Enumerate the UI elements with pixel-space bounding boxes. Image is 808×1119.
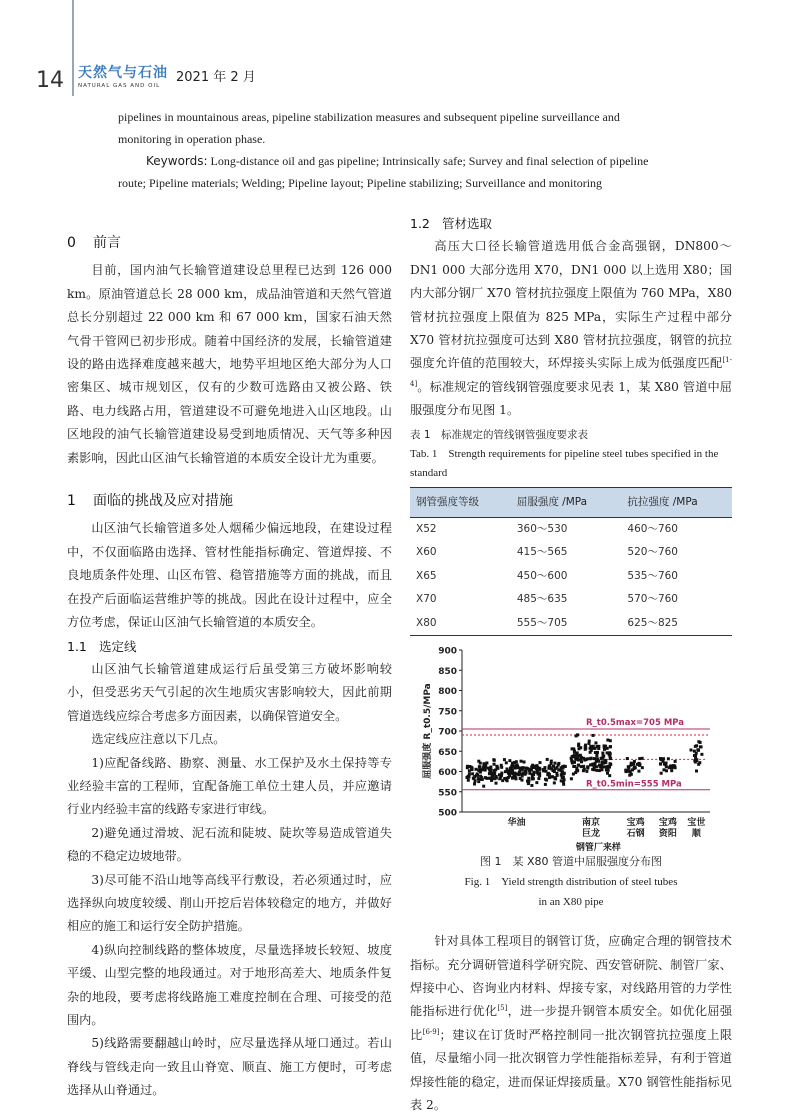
data-point — [596, 751, 599, 754]
table-header-cell: 钢管强度等级 — [410, 487, 511, 517]
data-point — [585, 758, 588, 761]
data-point — [504, 770, 507, 773]
paragraph — [410, 930, 732, 1117]
figure-caption-en-cont: in an X80 pipe — [538, 896, 604, 909]
data-point — [582, 765, 585, 768]
data-point — [576, 769, 579, 772]
data-point — [542, 768, 545, 771]
data-point — [507, 771, 510, 774]
data-point — [553, 762, 556, 765]
data-point — [550, 760, 553, 763]
y-tick-label: 700 — [438, 727, 457, 738]
table-cell: X52 — [416, 523, 437, 536]
data-point — [561, 767, 564, 770]
section-heading-1 — [67, 490, 392, 513]
table-cell: X80 — [410, 612, 511, 636]
data-point — [535, 764, 538, 767]
data-point — [508, 775, 511, 778]
data-point — [629, 770, 632, 773]
y-tick-label: 900 — [438, 646, 457, 657]
lower-limit-label: R_t0.5min=555 MPa — [586, 779, 682, 790]
data-point — [695, 752, 698, 755]
table-header-cell: 屈服强度 /MPa — [511, 487, 622, 517]
table-cell: 625～825 — [621, 612, 732, 636]
table-cell: 485～635 — [516, 593, 568, 606]
data-point — [538, 768, 541, 771]
data-point — [604, 745, 607, 748]
left-column — [67, 226, 392, 1103]
data-point — [482, 785, 485, 788]
data-point — [630, 762, 633, 765]
table-row — [410, 612, 732, 636]
data-point — [513, 761, 516, 764]
data-point — [523, 767, 526, 770]
data-point — [505, 761, 508, 764]
table-header-cell: 抗拉强度 /MPa — [621, 487, 732, 517]
list-item: 3)尽可能不沿山地等高线平行敷设，若必须通过时，应选择纵向坡度较缓、削山开挖后岩体较稳定的地方，并做好相应的施工和运行安全防护措施。 — [67, 872, 392, 934]
data-point — [624, 769, 627, 772]
data-point — [553, 782, 556, 785]
data-point — [594, 742, 597, 745]
figure-caption-cn: 图 1 某 X80 管道中屈服强度分布图 — [479, 855, 663, 869]
section-number: 0 — [67, 235, 76, 251]
data-point — [694, 761, 697, 764]
data-point — [695, 770, 698, 773]
data-point — [592, 734, 595, 737]
data-point — [571, 760, 574, 763]
data-point — [467, 779, 470, 782]
data-point — [577, 764, 580, 767]
x-category-label: 宝世 — [687, 818, 706, 829]
data-point — [627, 765, 630, 768]
data-point — [608, 752, 611, 755]
data-point — [573, 751, 576, 754]
keywords-text: Long-distance oil and gas pipeline; Intrinsically safe; Survey and final selection of pipeline — [210, 154, 649, 168]
table-cell: 460～760 — [627, 523, 678, 536]
subsection-number: 1.1 — [67, 638, 87, 654]
x-axis-label: 钢管厂来样 — [575, 843, 621, 853]
data-point — [527, 777, 530, 780]
data-point — [488, 770, 491, 773]
data-point — [699, 741, 702, 744]
y-tick-label: 750 — [438, 707, 457, 718]
data-point — [522, 772, 525, 775]
data-point — [601, 752, 604, 755]
paragraph: 山区油气长输管道建成运行后虽受第三方破坏影响较小，但受恶劣天气引起的次生地质灾害影响较大，因此前期管道选线应综合考虑多方面因素，以确保管道安全。 — [67, 661, 392, 723]
table-row — [410, 565, 732, 588]
data-point — [482, 762, 485, 765]
data-point — [493, 759, 496, 762]
data-point — [479, 775, 482, 778]
data-point — [586, 767, 589, 770]
text-run: ，进一步提升钢管本质安全。如优化屈强比 — [410, 1004, 733, 1042]
journal-name-en: NATURAL GAS AND OIL — [78, 83, 161, 89]
subsection-title: 管材选取 — [442, 216, 493, 231]
data-point — [547, 772, 550, 775]
data-point — [600, 768, 603, 771]
data-point — [570, 777, 573, 780]
data-point — [694, 757, 697, 760]
citation: [5] — [497, 1004, 508, 1013]
x-category-label: 顺 — [691, 829, 701, 840]
data-point — [593, 747, 596, 750]
x-category-label: 巨龙 — [581, 829, 600, 840]
table-cell: 555～705 — [511, 612, 622, 636]
paragraph: 目前，国内油气长输管道建设总里程已达到 126 000 km。原油管道总长 28 000 km，成品油管道和天然气管道总长分别超过 22 000 km 和 67 000 km，国家石油天然气骨干管网已初步形成。随着中国经济的发展，长输管道建设的路由选择难度越来越大，地势平坦地区绝大部分为人口密集区、城市规划区，仅有的少数可选路由又被公路、铁路、电力线路占用，管道建设不可避免地进入山区地段。山区地段的油气长输管道建设易受到地质情况、天气等多种因素影响，因此山区油气长输管道的本质安全设计尤为重要。 — [67, 263, 392, 465]
list-item: 4)纵向控制线路的整体坡度，尽量选择坡长较短、坡度平缓、山型完整的地段通过。对于地形高差大、地质条件复杂的地段，要考虑将线路施工难度控制在合理、可接受的范围内。 — [67, 942, 392, 1027]
data-point — [506, 768, 509, 771]
data-point — [697, 763, 700, 766]
data-point — [590, 757, 593, 760]
keywords — [118, 150, 698, 172]
figure-caption — [410, 852, 732, 912]
data-point — [490, 777, 493, 780]
text-run: 针对具体工程项目的钢管订货，应确定合理的钢管技术指标。充分调研管道科学研究院、西安管研院、制管厂家、焊接中心、咨询业内材料、焊接专家，对线路用管的力学性能指标进行优化 — [410, 934, 732, 1019]
data-point — [606, 772, 609, 775]
data-point — [539, 761, 542, 764]
data-point — [570, 757, 573, 760]
table-row — [410, 588, 732, 611]
data-point — [606, 739, 609, 742]
data-point — [481, 778, 484, 781]
data-point — [574, 756, 577, 759]
paragraph: 山区油气长输管道多处人烟稀少偏远地段，在建设过程中，不仅面临路由选择、管材性能指标确定、管道焊接、不良地质条件处理、山区布管、稳管措施等方面的挑战，而且在投产后面临运营维护等的挑战。因此在设计过程中，应全方位考虑，保证山区油气长输管道的本质安全。 — [67, 521, 392, 630]
data-point — [638, 764, 641, 767]
data-point — [538, 774, 541, 777]
data-point — [609, 745, 612, 748]
data-point — [601, 761, 604, 764]
data-point — [606, 765, 609, 768]
x-category-label: 宝鸡 — [658, 818, 677, 829]
x-category-label: 宝鸡 — [626, 818, 645, 829]
text-run: 高压大口径长输管道选用低合金高强钢，DN800～DN1 000 大部分选用 X70，DN1 000 以上选用 X80；国内大部分钢厂 X70 管材抗拉强度上限值为 760 MPa，X80 管材抗拉强度上限值为 825 MPa，实际生产过程中部分 X70 管材抗拉强度可达到 X80 管材抗拉强度，钢管的抗拉强度允许值的范围较大，环焊接头实际上成为低强度匹配 — [410, 239, 732, 371]
data-point — [665, 762, 668, 765]
abstract-line: pipelines in mountainous areas, pipeline stabilization measures and subsequent pipeline surveillance and — [118, 110, 620, 124]
x-category-label: 南京 — [581, 818, 600, 829]
data-point — [467, 775, 470, 778]
data-point — [584, 747, 587, 750]
keywords-label: Keywords: — [146, 154, 208, 168]
y-tick-label: 850 — [438, 666, 457, 677]
abstract-line: monitoring in operation phase. — [118, 132, 266, 146]
data-point — [484, 766, 487, 769]
table-cell: 415～565 — [516, 546, 568, 559]
x-category-label: 石钢 — [626, 829, 645, 840]
data-point — [562, 780, 565, 783]
section-title: 面临的挑战及应对措施 — [93, 493, 233, 510]
data-point — [584, 744, 587, 747]
journal-logo — [78, 62, 168, 89]
subsection-number: 1.2 — [410, 216, 430, 231]
data-point — [513, 775, 516, 778]
data-point — [535, 781, 538, 784]
right-column — [410, 212, 732, 1117]
data-point — [537, 777, 540, 780]
data-point — [577, 759, 580, 762]
data-point — [516, 766, 519, 769]
data-point — [530, 784, 533, 787]
data-point — [492, 772, 495, 775]
data-point — [473, 777, 476, 780]
table-cell: 520～760 — [627, 546, 678, 559]
data-point — [595, 765, 598, 768]
data-point — [550, 776, 553, 779]
citation: [1-4] — [410, 356, 732, 388]
x-category-label: 华油 — [507, 818, 526, 829]
data-point — [605, 769, 608, 772]
chart-svg — [410, 644, 732, 852]
data-point — [530, 768, 533, 771]
data-point — [492, 769, 495, 772]
subsection-heading-1-1 — [67, 635, 392, 658]
data-point — [513, 765, 516, 768]
data-point — [592, 764, 595, 767]
issue-date: 2021 年 2 月 — [176, 70, 256, 85]
data-point — [695, 744, 698, 747]
data-point — [590, 749, 593, 752]
data-point — [587, 742, 590, 745]
abstract-block — [118, 106, 698, 194]
data-point — [670, 769, 673, 772]
table-cell: 450～600 — [516, 569, 568, 582]
data-point — [475, 774, 478, 777]
paragraph — [410, 235, 732, 422]
data-point — [609, 757, 612, 760]
section-title: 前言 — [93, 235, 121, 251]
data-point — [523, 761, 526, 764]
data-point — [556, 774, 559, 777]
data-point — [500, 766, 503, 769]
data-point — [609, 763, 612, 766]
y-tick-label: 600 — [438, 768, 457, 779]
data-point — [489, 767, 492, 770]
table-cell: 570～760 — [627, 593, 678, 606]
data-point — [495, 765, 498, 768]
data-point — [535, 767, 538, 770]
data-point — [473, 783, 476, 786]
y-axis-label: 屈服强度 R_t0.5/MPa — [423, 683, 433, 779]
data-point — [602, 755, 605, 758]
table-cell: X70 — [416, 593, 437, 606]
data-point — [470, 766, 473, 769]
data-point — [495, 782, 498, 785]
data-point — [501, 779, 504, 782]
data-point — [660, 772, 663, 775]
y-tick-label: 550 — [438, 788, 457, 799]
data-point — [577, 747, 580, 750]
data-point — [527, 782, 530, 785]
text-run: 。标准规定的管线钢管强度要求见表 1，某 X80 管道中屈服强度分布见图 1。 — [410, 379, 732, 418]
data-point — [531, 777, 534, 780]
strength-table — [410, 487, 732, 636]
citation: [6-9] — [422, 1027, 440, 1036]
data-point — [466, 765, 469, 768]
data-point — [585, 770, 588, 773]
data-point — [573, 765, 576, 768]
data-point — [477, 780, 480, 783]
data-point — [474, 768, 477, 771]
data-point — [595, 757, 598, 760]
data-point — [665, 769, 668, 772]
table-cell: 535～760 — [627, 569, 678, 582]
data-point — [674, 760, 677, 763]
data-point — [667, 757, 670, 760]
table-caption-en: Tab. 1 Strength requirements for pipeline steel tubes specified in the standard — [410, 447, 719, 479]
table-caption-cn: 表 1 标准规定的管线钢管强度要求表 — [410, 428, 589, 441]
data-point — [689, 749, 692, 752]
data-point — [495, 777, 498, 780]
data-point — [471, 772, 474, 775]
data-point — [603, 748, 606, 751]
data-point — [699, 745, 702, 748]
table-cell: X65 — [416, 569, 437, 582]
y-tick-label: 500 — [438, 808, 457, 819]
table-cell: 360～530 — [516, 523, 568, 536]
data-point — [468, 769, 471, 772]
data-point — [578, 755, 581, 758]
yield-strength-chart — [410, 644, 732, 852]
data-point — [485, 762, 488, 765]
data-point — [563, 772, 566, 775]
data-point — [668, 766, 671, 769]
list-item: 2)避免通过滑坡、泥石流和陡坡、陡坎等易造成管道失稳的不稳定边坡地带。 — [67, 825, 392, 864]
header-divider — [72, 0, 74, 96]
data-point — [546, 758, 549, 761]
data-point — [597, 745, 600, 748]
data-point — [637, 770, 640, 773]
data-point — [508, 759, 511, 762]
data-point — [628, 774, 631, 777]
data-point — [556, 766, 559, 769]
data-point — [659, 763, 662, 766]
data-point — [560, 774, 563, 777]
data-point — [595, 769, 598, 772]
data-point — [479, 766, 482, 769]
data-point — [493, 763, 496, 766]
journal-name-cn: 天然气与石油 — [78, 65, 168, 81]
table-cell: X60 — [416, 546, 437, 559]
data-point — [641, 766, 644, 769]
y-tick-label: 650 — [438, 747, 457, 758]
subsection-heading-1-2 — [410, 212, 732, 235]
data-point — [576, 733, 579, 736]
upper-limit-label: R_t0.5max=705 MPa — [586, 718, 685, 729]
table-row — [410, 518, 732, 542]
data-point — [595, 754, 598, 757]
data-point — [538, 772, 541, 775]
data-point — [661, 760, 664, 763]
figure-caption-en: Fig. 1 Yield strength distribution of steel tubes — [464, 876, 678, 889]
section-heading-0 — [67, 232, 392, 255]
page-number: 14 — [36, 68, 64, 93]
x-category-label: 资阳 — [658, 829, 677, 840]
subsection-title: 选定线 — [99, 638, 137, 654]
data-point — [626, 757, 629, 760]
data-point — [572, 773, 575, 776]
data-point — [500, 774, 503, 777]
list-item: 5)线路需要翻越山岭时，应尽量选择从垭口通过。若山脊线与管线走向一致且山脊宽、顺直、施工方便时，可考虑选择从山脊通过。 — [67, 1036, 392, 1098]
data-point — [600, 757, 603, 760]
data-point — [544, 778, 547, 781]
data-point — [697, 749, 700, 752]
data-point — [514, 772, 517, 775]
table-header-row — [410, 487, 732, 517]
data-point — [591, 768, 594, 771]
data-point — [503, 758, 506, 761]
data-point — [552, 765, 555, 768]
section-number: 1 — [67, 493, 76, 510]
paragraph: 选定线应注意以下几点。 — [91, 732, 226, 747]
data-point — [477, 760, 480, 763]
page-header — [0, 0, 808, 96]
data-point — [544, 783, 547, 786]
data-point — [520, 760, 523, 763]
data-point — [638, 757, 641, 760]
data-point — [580, 760, 583, 763]
data-point — [700, 753, 703, 756]
data-point — [479, 771, 482, 774]
data-point — [604, 759, 607, 762]
data-point — [571, 747, 574, 750]
y-tick-label: 800 — [438, 687, 457, 698]
list-item: 1)应配备线路、勘察、测量、水工保护及水土保持等专业经验丰富的工程师，宜配备施工单位土建人员，并应邀请行业内经验丰富的线路专家进行审线。 — [67, 755, 392, 817]
data-point — [665, 765, 668, 768]
text-run: ；建议在订货时严格控制同一批次钢管抗拉强度上限值，尽量缩小同一批次钢管力学性能指标差异，有利于管道焊接性能的稳定，进而保证焊接质量。X70 钢管性能指标见表 2。 — [410, 1027, 733, 1112]
data-point — [582, 769, 585, 772]
table-row — [410, 541, 732, 564]
data-point — [511, 768, 514, 771]
data-point — [633, 767, 636, 770]
data-point — [525, 772, 528, 775]
data-point — [531, 773, 534, 776]
keywords-text-cont: route; Pipeline materials; Welding; Pipeline layout; Pipeline stabilizing; Surveillance and monitoring — [118, 176, 603, 190]
